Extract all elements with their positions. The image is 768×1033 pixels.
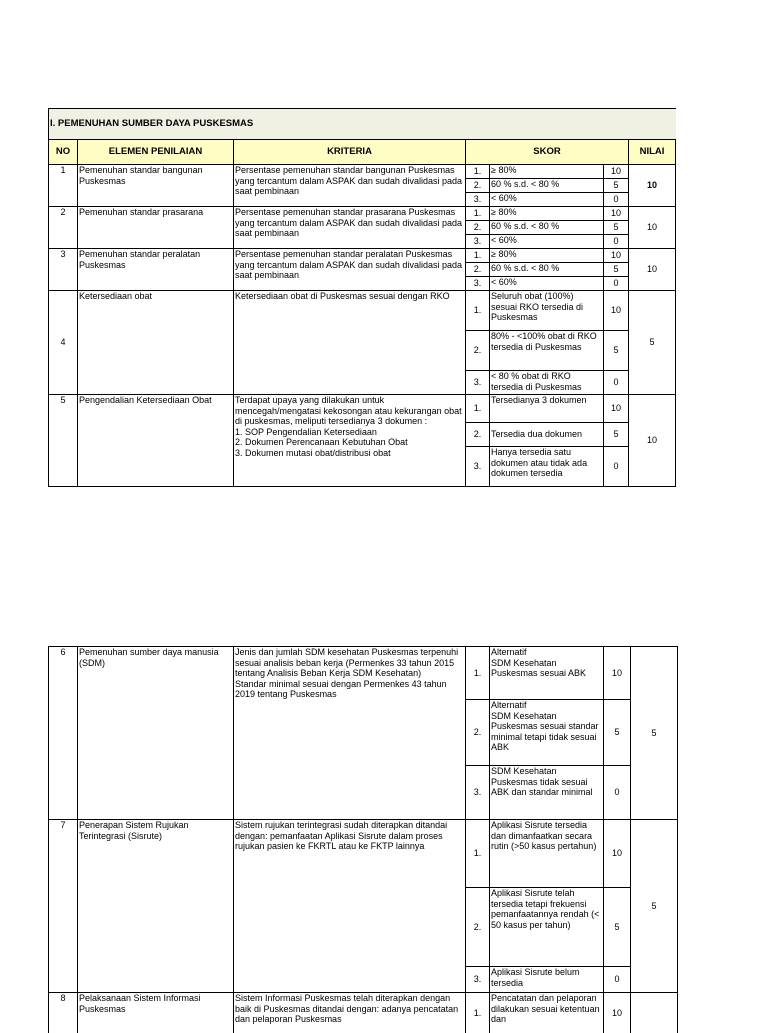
table-row — [49, 207, 676, 221]
skor-number: 1. — [466, 820, 490, 888]
row-number: 6 — [49, 647, 78, 820]
skor-value: 5 — [604, 179, 629, 193]
skor-text: < 60% — [490, 277, 604, 291]
skor-text: Pencatatan dan pelaporan dilakukan sesuai ketentuan dan — [490, 993, 604, 1033]
row-elemen: Pemenuhan sumber daya manusia (SDM) — [78, 647, 234, 820]
skor-text: Aplikasi Sisrute tersedia dan dimanfaatkan secara rutin (>50 kasus pertahun) — [490, 820, 604, 888]
skor-text: Tersedia dua dokumen — [490, 423, 604, 447]
skor-number: 3. — [466, 967, 490, 993]
skor-number: 1. — [466, 165, 490, 179]
skor-text: Seluruh obat (100%) sesuai RKO tersedia di Puskesmas — [490, 291, 604, 331]
skor-value: 0 — [604, 371, 629, 395]
skor-text: < 80 % obat di RKO tersedia di Puskesmas — [490, 371, 604, 395]
table-row — [49, 249, 676, 263]
skor-value: 10 — [604, 249, 629, 263]
table-header — [49, 140, 676, 165]
skor-text: 60 % s.d. < 80 % — [490, 179, 604, 193]
header-skor: SKOR — [466, 140, 629, 165]
skor-text: 60 % s.d. < 80 % — [490, 263, 604, 277]
skor-value: 10 — [604, 993, 631, 1033]
row-number: 8 — [49, 993, 78, 1033]
skor-number: 1. — [466, 249, 490, 263]
row-nilai: 10 — [629, 207, 676, 249]
skor-value: 5 — [604, 221, 629, 235]
row-kriteria: Sistem rujukan terintegrasi sudah diterapkan ditandai dengan: pemanfaatan Aplikasi Sisrute dalam proses rujukan pasien ke FKRTL atau ke FKTP lainnya — [234, 820, 466, 993]
row-nilai: 5 — [631, 820, 678, 993]
skor-value: 10 — [604, 207, 629, 221]
skor-value: 10 — [604, 165, 629, 179]
skor-number: 3. — [466, 371, 490, 395]
skor-value: 5 — [604, 700, 631, 766]
skor-value: 5 — [604, 263, 629, 277]
row-kriteria: Sistem Informasi Puskesmas telah diterapkan dengan baik di Puskesmas ditandai dengan: adanya pencatatan dan pelaporan Puskesmas — [234, 993, 466, 1033]
row-elemen: Ketersediaan obat — [78, 291, 234, 395]
skor-text: 60 % s.d. < 80 % — [490, 221, 604, 235]
row-nilai: 5 — [631, 647, 678, 820]
skor-number: 3. — [466, 766, 490, 820]
row-number: 4 — [49, 291, 78, 395]
table-row — [49, 165, 676, 179]
skor-text: Aplikasi Sisrute belum tersedia — [490, 967, 604, 993]
skor-number: 1. — [466, 647, 490, 700]
skor-number: 3. — [466, 193, 490, 207]
skor-number: 1. — [466, 291, 490, 331]
row-number: 5 — [49, 395, 78, 487]
skor-value: 5 — [604, 331, 629, 371]
skor-value: 5 — [604, 423, 629, 447]
row-number: 2 — [49, 207, 78, 249]
skor-number: 1. — [466, 207, 490, 221]
row-nilai: 5 — [629, 291, 676, 395]
header-nilai: NILAI — [629, 140, 676, 165]
skor-text: ≥ 80% — [490, 165, 604, 179]
skor-text: ≥ 80% — [490, 207, 604, 221]
skor-value: 0 — [604, 967, 631, 993]
row-elemen: Pengendalian Ketersediaan Obat — [78, 395, 234, 487]
row-nilai: 10 — [629, 165, 676, 207]
skor-text: 80% - <100% obat di RKO tersedia di Puskesmas — [490, 331, 604, 371]
skor-value: 0 — [604, 766, 631, 820]
table-row — [49, 993, 678, 1033]
row-number: 1 — [49, 165, 78, 207]
skor-text: < 60% — [490, 193, 604, 207]
header-kriteria: KRITERIA — [234, 140, 466, 165]
row-nilai: 10 — [629, 395, 676, 487]
skor-text: Aplikasi Sisrute telah tersedia tetapi frekuensi pemanfaatannya rendah (< 50 kasus per tahun) — [490, 888, 604, 967]
skor-number: 1. — [466, 395, 490, 423]
row-nilai: 10 — [629, 249, 676, 291]
skor-number: 1. — [466, 993, 490, 1033]
skor-value: 0 — [604, 193, 629, 207]
skor-value: 0 — [604, 447, 629, 487]
skor-text: Hanya tersedia satu dokumen atau tidak ada dokumen tersedia — [490, 447, 604, 487]
header-elemen: ELEMEN PENILAIAN — [78, 140, 234, 165]
skor-number: 2. — [466, 888, 490, 967]
row-number: 3 — [49, 249, 78, 291]
assessment-table-top — [48, 108, 676, 487]
skor-number: 2. — [466, 221, 490, 235]
row-nilai — [631, 993, 678, 1033]
row-elemen: Penerapan Sistem Rujukan Terintegrasi (Sisrute) — [78, 820, 234, 993]
row-kriteria: Terdapat upaya yang dilakukan untuk mencegah/mengatasi kekosongan atau kekurangan obat di puskesmas, meliputi tersedianya 3 dokumen : 1. SOP Pengendalian Ketersediaan 2. Dokumen Perencanaan Kebutuhan Obat 3. Dokumen mutasi obat/distribusi obat — [234, 395, 466, 487]
section-title: I. PEMENUHAN SUMBER DAYA PUSKESMAS — [49, 109, 676, 140]
skor-number: 2. — [466, 263, 490, 277]
skor-text: Alternatif SDM Kesehatan Puskesmas sesuai ABK — [490, 647, 604, 700]
skor-value: 10 — [604, 647, 631, 700]
skor-number: 2. — [466, 179, 490, 193]
row-elemen: Pemenuhan standar prasarana — [78, 207, 234, 249]
skor-text: ≥ 80% — [490, 249, 604, 263]
skor-value: 10 — [604, 395, 629, 423]
header-no: NO — [49, 140, 78, 165]
skor-number: 2. — [466, 423, 490, 447]
skor-text: < 60% — [490, 235, 604, 249]
skor-value: 10 — [604, 820, 631, 888]
skor-number: 2. — [466, 331, 490, 371]
table-row — [49, 291, 676, 331]
table-row — [49, 395, 676, 423]
row-kriteria: Ketersediaan obat di Puskesmas sesuai dengan RKO — [234, 291, 466, 395]
row-number: 7 — [49, 820, 78, 993]
row-elemen: Pelaksanaan Sistem Informasi Puskesmas — [78, 993, 234, 1033]
row-kriteria: Persentase pemenuhan standar bangunan Puskesmas yang tercantum dalam ASPAK dan sudah divalidasi pada saat pembinaan — [234, 165, 466, 207]
skor-text: Tersedianya 3 dokumen — [490, 395, 604, 423]
row-elemen: Pemenuhan standar peralatan Puskesmas — [78, 249, 234, 291]
row-kriteria: Jenis dan jumlah SDM kesehatan Puskesmas terpenuhi sesuai analisis beban kerja (Permenkes 33 tahun 2015 tentang Analisis Beban Kerja SDM Kesehatan) Standar minimal sesuai dengan Permenkes 43 tahun 2019 tentang Puskesmas — [234, 647, 466, 820]
table-row — [49, 647, 678, 700]
skor-value: 5 — [604, 888, 631, 967]
skor-text: Alternatif SDM Kesehatan Puskesmas sesuai standar minimal tetapi tidak sesuai ABK — [490, 700, 604, 766]
skor-text: SDM Kesehatan Puskesmas tidak sesuai ABK dan standar minimal — [490, 766, 604, 820]
row-kriteria: Persentase pemenuhan standar prasarana Puskesmas yang tercantum dalam ASPAK dan sudah divalidasi pada saat pembinaan — [234, 207, 466, 249]
skor-number: 3. — [466, 235, 490, 249]
skor-value: 0 — [604, 235, 629, 249]
skor-value: 0 — [604, 277, 629, 291]
row-elemen: Pemenuhan standar bangunan Puskesmas — [78, 165, 234, 207]
skor-number: 3. — [466, 447, 490, 487]
table-row — [49, 820, 678, 888]
row-kriteria: Persentase pemenuhan standar peralatan Puskesmas yang tercantum dalam ASPAK dan sudah divalidasi pada saat pembinaan — [234, 249, 466, 291]
skor-value: 10 — [604, 291, 629, 331]
skor-number: 3. — [466, 277, 490, 291]
assessment-table-continued — [48, 646, 678, 1033]
skor-number: 2. — [466, 700, 490, 766]
